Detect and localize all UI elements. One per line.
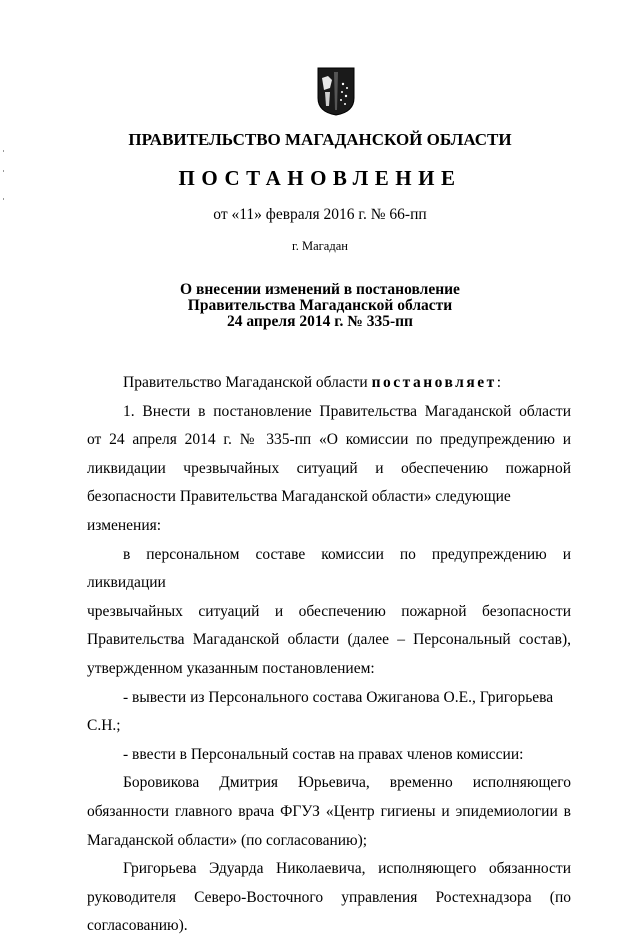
- paragraph-line: от 24 апреля 2014 г. № 335-пп «О комиссии по предупреждению и: [87, 431, 571, 449]
- government-name: ПРАВИТЕЛЬСТВО МАГАДАНСКОЙ ОБЛАСТИ: [128, 130, 512, 149]
- coat-of-arms-emblem: [316, 66, 356, 116]
- list-item: - вывести из Персонального состава Ожиганова О.Е., Григорьева С.Н.;: [87, 688, 554, 735]
- paragraph-line: Боровикова Дмитрия Юрьевича, временно исполняющего: [123, 774, 571, 792]
- paragraph-line: Григорьева Эдуарда Николаевича, исполняющего обязанности: [123, 860, 571, 878]
- document-subject: [0, 282, 640, 330]
- paragraph-line: ликвидации чрезвычайных ситуаций и обеспечению пожарной: [87, 459, 571, 477]
- preamble-verb: постановляет: [371, 374, 497, 391]
- document-type-title: ПОСТАНОВЛЕНИЕ: [178, 166, 462, 190]
- preamble-text: Правительство Магаданской области: [123, 374, 372, 391]
- paragraph-line: безопасности Правительства Магаданской области» следующие изменения:: [87, 488, 511, 534]
- paragraph-line: чрезвычайных ситуаций и обеспечению пожарной безопасности: [87, 602, 571, 620]
- paragraph-line: Правительства Магаданской области (далее – Персональный состав),: [87, 631, 571, 649]
- document-city: г. Магадан: [292, 239, 348, 253]
- subject-line: О внесении изменений в постановление: [180, 281, 460, 298]
- paragraph-line: утвержденном указанным постановлением:: [87, 659, 375, 677]
- preamble: [87, 369, 571, 398]
- paragraph-line: руководителя Северо-Восточного управления Ростехнадзора (по: [87, 888, 571, 906]
- document-date-number: от «11» февраля 2016 г. № 66-пп: [213, 206, 427, 223]
- preamble-colon: :: [496, 374, 502, 391]
- paragraph-line: обязанности главного врача ФГУЗ «Центр гигиены и эпидемиологии в: [87, 802, 571, 820]
- list-item: - ввести в Персональный состав на правах членов комиссии:: [123, 745, 524, 763]
- paragraph-line: 1. Внести в постановление Правительства Магаданской области: [123, 402, 571, 420]
- paragraph-line: в персональном составе комиссии по предупреждению и ликвидации: [87, 545, 571, 592]
- subject-line: 24 апреля 2014 г. № 335-пп: [227, 313, 413, 330]
- subject-line: Правительства Магаданской области: [187, 297, 453, 314]
- paragraph-line: согласованию).: [87, 917, 188, 935]
- document-body: [87, 369, 571, 941]
- paragraph-line: Магаданской области» (по согласованию);: [87, 831, 368, 849]
